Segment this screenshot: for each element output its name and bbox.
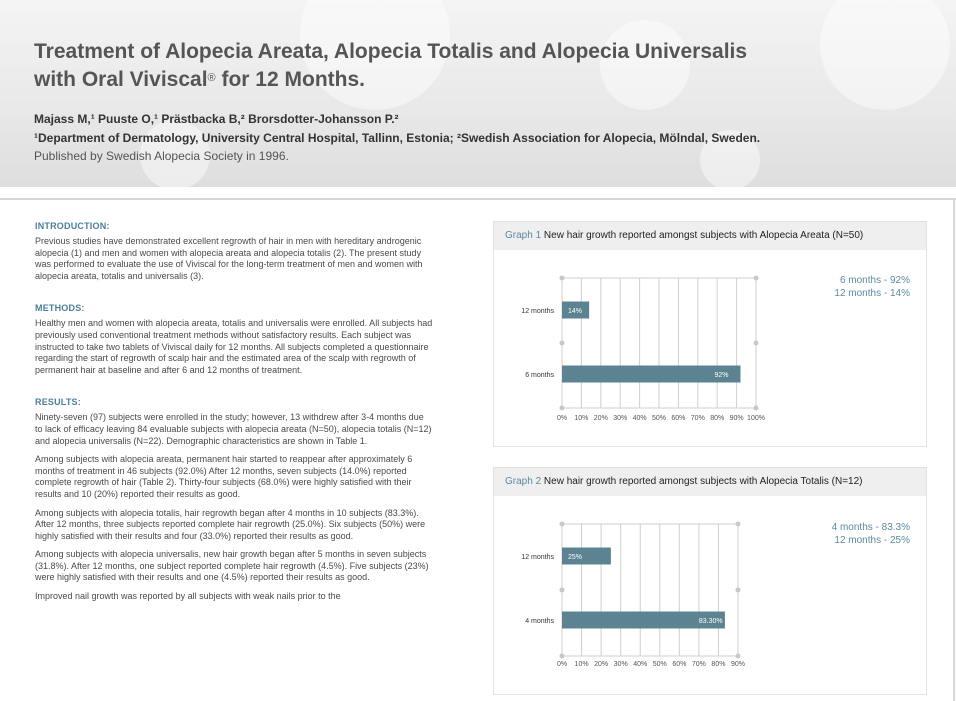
graph-2-x-tick-label: 70% [691, 661, 706, 668]
graph-2-x-tick-label: 20% [594, 661, 609, 668]
graph-1-legend-item: 6 months - 92% [839, 275, 910, 286]
poster-title [34, 38, 914, 94]
registered-mark: ® [207, 72, 216, 84]
graph-2-chart [494, 496, 926, 694]
graph-1-x-tick-label: 40% [632, 415, 647, 422]
graph-2-axis-marker [736, 522, 741, 527]
graph-2-category-label: 4 months [525, 618, 554, 625]
header-divider [0, 198, 956, 200]
graph-1-x-tick-label: 60% [671, 415, 686, 422]
graph-1-panel [493, 221, 927, 447]
graph-1-category-label: 12 months [521, 308, 554, 315]
graph-2-x-tick-label: 50% [652, 661, 667, 668]
graph-2-axis-marker [736, 654, 741, 659]
graph-2-axis-marker [560, 654, 565, 659]
methods-paragraph: Healthy men and women with alopecia areata, totalis and universalis were enrolled. All subjects had previously used conventional treatment methods without satisfactory results. Each subject was instructed to take two tablets of Viviscal daily for 12 months. All subjects completed a questionnaire regarding the start of regrowth of scalp hair and the estimated area of the scalp with regrowth of permanent hair at baseline and after 6 and 12 months of treatment. [35, 318, 433, 375]
results-paragraph: Among subjects with alopecia totalis, hair regrowth began after 4 months in 10 subjects (83.3%). After 12 months, three subjects reported complete hair regrowth (25.0%). Six subjects (50%) were highly satisfied with their results and four (33.0%) reported their results as good. [35, 507, 426, 541]
authors: Majass M,¹ Puuste O,¹ Prästbacka B,² Brorsdotter-Johansson P.² [34, 112, 399, 126]
published-note: Published by Swedish Alopecia Society in 1996. [34, 149, 289, 163]
graph-1-legend-item: 12 months - 14% [834, 288, 910, 299]
text-column [35, 221, 433, 610]
graph-2-legend-item: 12 months - 25% [834, 535, 910, 546]
graph-2-axis-marker [560, 522, 565, 527]
graph-2-title [494, 468, 926, 496]
title-line-2: with Oral Viviscal [34, 68, 208, 91]
graph-1-bar-value-label: 14% [568, 308, 583, 315]
methods-heading: METHODS: [35, 303, 85, 314]
right-border [953, 198, 955, 701]
graph-2-legend-item: 4 months - 83.3% [831, 522, 910, 533]
graph-2-x-tick-label: 60% [672, 661, 687, 668]
graph-2-bar-value-label: 83.30% [698, 618, 723, 625]
graph-2-axis-marker [560, 588, 565, 593]
results-paragraph: Ninety-seven (97) subjects were enrolled in the study; however, 13 withdrew after 3-4 months due to lack of efficacy leaving 84 evaluable subjects with alopecia areata (N=50), alopecia totalis (N=12) and alopecia universalis (N=22). Demographic characteristics are shown in Table 1. [35, 412, 432, 446]
graph-2-x-tick-label: 80% [711, 661, 726, 668]
graph-1-label: Graph 1 [505, 230, 542, 241]
graph-1-x-tick-label: 90% [729, 415, 744, 422]
graph-1-category-label: 6 months [525, 372, 554, 379]
graph-1-title [494, 222, 926, 250]
poster-header [0, 0, 956, 187]
graph-1-title-text: New hair growth reported amongst subjects with Alopecia Areata (N=50) [543, 230, 864, 241]
introduction-heading: INTRODUCTION: [35, 221, 110, 231]
graph-1-x-tick-label: 0% [556, 415, 568, 422]
graph-2-label: Graph 2 [505, 476, 542, 487]
introduction-paragraph: Previous studies have demonstrated excellent regrowth of hair in men with hereditary androgenic alopecia (1) and men and women with alopecia areata and alopecia totalis (2). The present study was performed to evaluate the use of Viviscal for the long-term treatment of men and women with alopecia areata, totalis and universalis (3). [35, 236, 423, 281]
graph-1-x-tick-label: 50% [651, 415, 667, 422]
graph-2-category-label: 12 months [521, 554, 554, 561]
graph-2-x-tick-label: 90% [730, 661, 746, 668]
graph-2-x-tick-label: 10% [574, 661, 589, 668]
graph-1-x-tick-label: 10% [574, 415, 589, 422]
results-paragraph: Improved nail growth was reported by all subjects with weak nails prior to the [35, 591, 341, 602]
results-heading: RESULTS: [35, 397, 81, 408]
graph-1-chart [494, 250, 926, 446]
graph-1-x-tick-label: 20% [593, 415, 608, 422]
graph-1-bar-value-label: 92% [714, 372, 729, 379]
graph-1-axis-marker [560, 341, 565, 346]
graph-2-title-text: New hair growth reported amongst subjects with Alopecia Totalis (N=12) [543, 476, 863, 487]
graph-1-x-tick-label: 70% [690, 415, 705, 422]
results-paragraph: Among subjects with alopecia universalis, new hair growth began after 5 months in seven subjects (31.8%). After 12 months, one subject reported complete hair regrowth (4.5%). Five subjects (23%) were highly satisfied with their results and one (4.5%) reported their results as good. [35, 549, 429, 583]
graph-1-x-tick-label: 100% [747, 415, 765, 422]
graph-1-axis-marker [754, 406, 759, 411]
graph-2-x-tick-label: 30% [613, 661, 628, 668]
graph-1-axis-marker [560, 406, 565, 411]
graph-1-axis-marker [754, 276, 759, 281]
graph-1-x-tick-label: 80% [710, 415, 725, 422]
graph-2-x-tick-label: 40% [633, 661, 648, 668]
affiliations: ¹Department of Dermatology, University Central Hospital, Tallinn, Estonia; ²Swedish Association for Alopecia, Mölndal, Sweden. [34, 131, 761, 145]
title-line-2-end: for 12 Months. [215, 68, 365, 91]
graph-2-x-tick-label: 0% [556, 661, 568, 668]
title-line-1: Treatment of Alopecia Areata, Alopecia Totalis and Alopecia Universalis [34, 40, 748, 63]
results-paragraph: Among subjects with alopecia areata, permanent hair started to reappear after approximately 6 months of treatment in 46 subjects (92.0%) After 12 months, seven subjects (14.0%) reported complete regrowth of hair (Table 2). Thirty-four subjects (68.0%) were highly satisfied with their results and 10 (20%) reported their results as good. [35, 454, 413, 499]
graph-2-bar-value-label: 25% [568, 554, 583, 561]
graph-1-axis-marker [560, 276, 565, 281]
graph-2-axis-marker [736, 588, 741, 593]
graph-1-axis-marker [754, 341, 759, 346]
graph-2-panel [493, 467, 927, 695]
graph-1-x-tick-label: 30% [613, 415, 628, 422]
